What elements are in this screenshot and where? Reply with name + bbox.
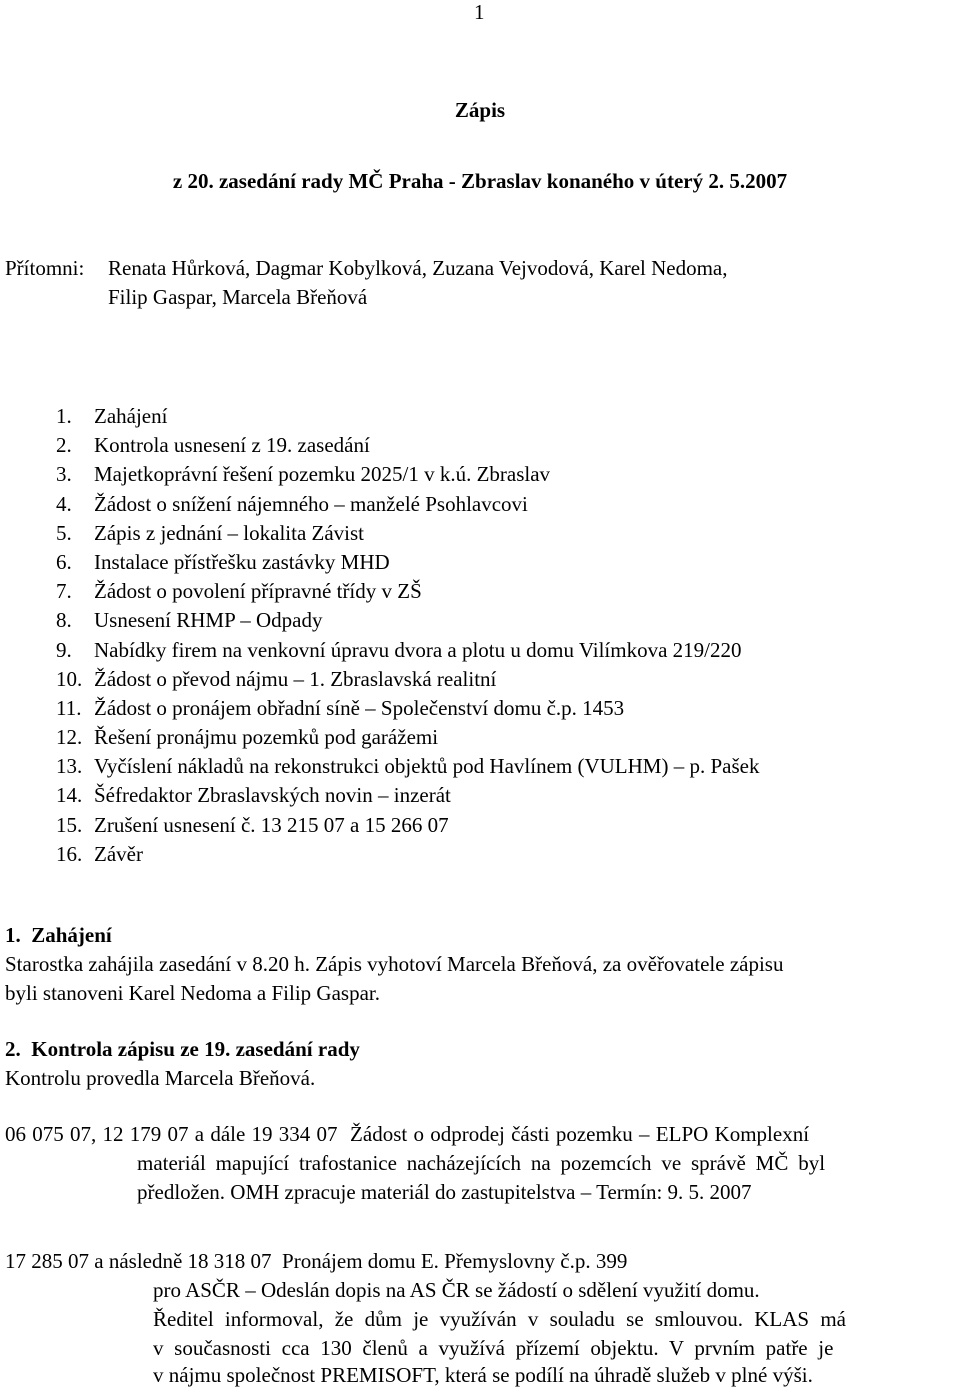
agenda-item-number: 16.	[56, 841, 83, 866]
agenda-item-number: 12.	[56, 725, 83, 750]
agenda-item	[56, 490, 759, 519]
item-a-line-1: 06 075 07, 12 179 07 a dále 19 334 07 Žádost o odprodej části pozemku – ELPO Komplexní	[5, 1122, 810, 1146]
agenda-item-text: Žádost o snížení nájemného – manželé Psohlavcovi	[94, 491, 528, 516]
agenda-item-text: Žádost o převod nájmu – 1. Zbraslavská realitní	[94, 666, 497, 691]
agenda-item-number: 15.	[56, 812, 83, 837]
agenda-item-number: 1.	[56, 404, 72, 428]
agenda-item	[56, 548, 759, 577]
agenda-item-number: 14.	[56, 783, 83, 808]
agenda-list	[56, 402, 759, 869]
item-b-line-2: pro ASČR – Odeslán dopis na AS ČR se žádostí o sdělení využití domu.	[153, 1278, 760, 1302]
attendance-line-2: Filip Gaspar, Marcela Břeňová	[108, 285, 368, 309]
section-1-line-2: byli stanoveni Karel Nedoma a Filip Gaspar.	[5, 981, 380, 1005]
agenda-item-number: 13.	[56, 754, 83, 779]
agenda-item-number: 5.	[56, 520, 72, 545]
agenda-item-text: Instalace přístřešku zastávky MHD	[94, 549, 390, 574]
agenda-item	[56, 723, 759, 752]
document-title: Zápis	[454, 98, 506, 122]
item-b-line-3: Ředitel informoval, že dům je využíván v souladu se smlouvou. KLAS má	[153, 1307, 846, 1331]
agenda-item-text: Zahájení	[94, 404, 168, 428]
agenda-item-text: Majetkoprávní řešení pozemku 2025/1 v k.ú. Zbraslav	[94, 462, 551, 487]
agenda-item	[56, 811, 759, 840]
agenda-item-number: 6.	[56, 549, 72, 574]
agenda-item-text: Zápis z jednání – lokalita Závist	[94, 520, 365, 545]
agenda-item	[56, 577, 759, 606]
item-b-line-5: v nájmu společnost PREMISOFT, která se podílí na úhradě služeb v plné výši.	[153, 1363, 813, 1387]
agenda-item	[56, 402, 759, 431]
agenda-item-number: 7.	[56, 579, 72, 604]
agenda-item-number: 11.	[56, 695, 82, 720]
section-1-heading: 1. Zahájení	[5, 923, 112, 947]
agenda-item-text: Žádost o povolení přípravné třídy v ZŠ	[94, 579, 422, 604]
agenda-item	[56, 460, 759, 489]
agenda-item-text: Kontrola usnesení z 19. zasedání	[94, 433, 370, 458]
page-number: 1	[474, 0, 485, 24]
agenda-item-text: Usnesení RHMP – Odpady	[94, 608, 323, 633]
agenda-item	[56, 519, 759, 548]
agenda-item	[56, 694, 759, 723]
agenda-item	[56, 781, 759, 810]
attendance-line-1: Renata Hůrková, Dagmar Kobylková, Zuzana Vejvodová, Karel Nedoma,	[108, 256, 728, 280]
agenda-item-text: Vyčíslení nákladů na rekonstrukci objektů pod Havlínem (VULHM) – p. Pašek	[94, 754, 760, 779]
agenda-item-text: Šéfredaktor Zbraslavských novin – inzerát	[94, 783, 451, 808]
agenda-item-text: Zrušení usnesení č. 13 215 07 a 15 266 07	[94, 812, 449, 837]
section-2-text: Kontrolu provedla Marcela Břeňová.	[5, 1066, 316, 1090]
agenda-item-number: 9.	[56, 637, 72, 662]
item-b-line-1: 17 285 07 a následně 18 318 07 Pronájem domu E. Přemyslovny č.p. 399	[5, 1249, 628, 1273]
section-1-line-1: Starostka zahájila zasedání v 8.20 h. Zápis vyhotoví Marcela Břeňová, za ověřovatele zápisu	[5, 952, 784, 976]
agenda-item	[56, 665, 759, 694]
attendance-label: Přítomni:	[5, 256, 85, 280]
section-2-heading: 2. Kontrola zápisu ze 19. zasedání rady	[5, 1037, 360, 1061]
agenda-item	[56, 606, 759, 635]
item-b-line-4: v současnosti cca 130 členů a využívá přízemí objektu. V prvním patře je	[153, 1336, 834, 1360]
agenda-item-text: Žádost o pronájem obřadní síně – Společenství domu č.p. 1453	[94, 695, 625, 720]
agenda-item-number: 8.	[56, 608, 72, 633]
item-a-line-2: materiál mapující trafostanice nacházejících na pozemcích ve správě MČ byl	[137, 1151, 826, 1175]
agenda-item	[56, 840, 759, 869]
agenda-item-text: Nabídky firem na venkovní úpravu dvora a plotu u domu Vilímkova 219/220	[94, 637, 742, 662]
item-a-line-3: předložen. OMH zpracuje materiál do zastupitelstva – Termín: 9. 5. 2007	[137, 1180, 752, 1204]
agenda-item-text: Řešení pronájmu pozemků pod garážemi	[94, 725, 439, 750]
agenda-item-number: 2.	[56, 433, 72, 458]
agenda-item-text: Závěr	[94, 841, 143, 866]
agenda-item	[56, 636, 759, 665]
document-subtitle: z 20. zasedání rady MČ Praha - Zbraslav konaného v úterý 2. 5.2007	[172, 169, 788, 193]
agenda-item	[56, 431, 759, 460]
agenda-item-number: 4.	[56, 491, 72, 516]
agenda-item-number: 3.	[56, 462, 72, 487]
agenda-item	[56, 752, 759, 781]
agenda-item-number: 10.	[56, 666, 83, 691]
